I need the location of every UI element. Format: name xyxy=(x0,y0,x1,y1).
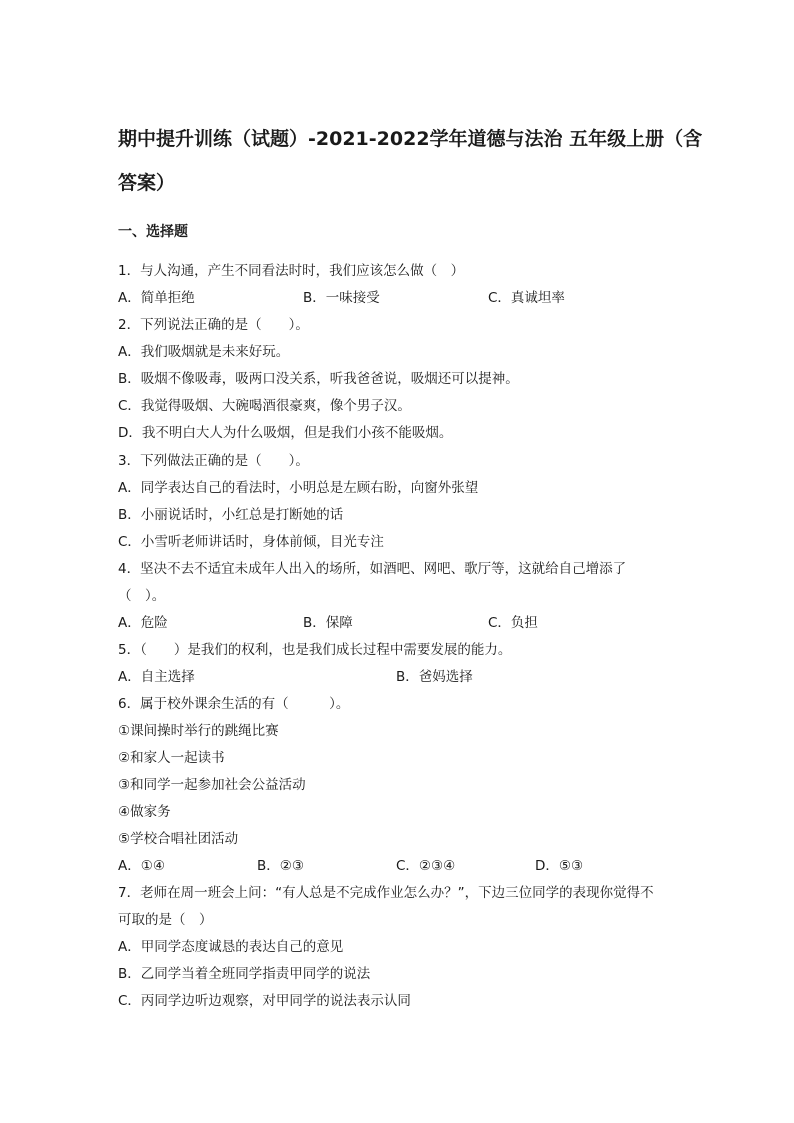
question-6-stem: 6．属于校外课余生活的有（ ）。 xyxy=(118,696,350,712)
document-title-line-1: 期中提升训练（试题）-2021-2022学年道德与法治 五年级上册（含 xyxy=(118,128,703,150)
question-3-option-c: C．小雪听老师讲话时，身体前倾，目光专注 xyxy=(118,534,384,550)
section-heading: 一、选择题 xyxy=(118,224,188,240)
question-2-option-a: A．我们吸烟就是未来好玩。 xyxy=(118,344,290,360)
question-2-option-b: B．吸烟不像吸毒，吸两口没关系，听我爸爸说，吸烟还可以提神。 xyxy=(118,371,519,387)
question-4-option-c: C．负担 xyxy=(488,615,538,631)
question-3-option-b: B．小丽说话时，小红总是打断她的话 xyxy=(118,507,344,523)
question-7-option-a: A．甲同学态度诚恳的表达自己的意见 xyxy=(118,939,344,955)
question-4-stem-line-1: 4．坚决不去不适宜未成年人出入的场所，如酒吧、网吧、歌厅等，这就给自己增添了 xyxy=(118,561,627,577)
question-6-item-5: ⑤学校合唱社团活动 xyxy=(118,831,239,847)
question-1-option-c: C．真诚坦率 xyxy=(488,290,565,306)
question-7-stem-line-2: 可取的是（ ） xyxy=(118,912,213,928)
question-6-item-3: ③和同学一起参加社会公益活动 xyxy=(118,777,306,793)
question-1-option-a: A．简单拒绝 xyxy=(118,290,195,306)
question-6-option-a: A．①④ xyxy=(118,858,165,874)
question-2-stem: 2．下列说法正确的是（ ）。 xyxy=(118,317,309,333)
question-4-stem-line-2: （ ）。 xyxy=(118,588,166,604)
question-6-option-d: D．⑤③ xyxy=(535,858,584,874)
question-4-option-a: A．危险 xyxy=(118,615,168,631)
question-7-option-c: C．丙同学边听边观察，对甲同学的说法表示认同 xyxy=(118,993,411,1009)
question-2-option-c: C．我觉得吸烟、大碗喝酒很豪爽，像个男子汉。 xyxy=(118,398,411,414)
question-3-option-a: A．同学表达自己的看法时，小明总是左顾右盼，向窗外张望 xyxy=(118,480,479,496)
question-6-item-4: ④做家务 xyxy=(118,804,171,820)
question-5-option-a: A．自主选择 xyxy=(118,669,195,685)
question-1-stem: 1．与人沟通，产生不同看法时时，我们应该怎么做（ ） xyxy=(118,263,465,279)
question-7-stem-line-1: 7．老师在周一班会上问：“有人总是不完成作业怎么办？”，下边三位同学的表现你觉得不 xyxy=(118,885,654,901)
question-4-option-b: B．保障 xyxy=(303,615,353,631)
question-3-stem: 3．下列做法正确的是（ ）。 xyxy=(118,453,309,469)
question-6-item-2: ②和家人一起读书 xyxy=(118,750,225,766)
question-6-item-1: ①课间操时举行的跳绳比赛 xyxy=(118,723,279,739)
question-6-option-c: C．②③④ xyxy=(396,858,456,874)
question-1-option-b: B．一味接受 xyxy=(303,290,380,306)
document-title-line-2: 答案） xyxy=(118,172,176,194)
question-6-option-b: B．②③ xyxy=(257,858,304,874)
question-2-option-d: D．我不明白大人为什么吸烟，但是我们小孩不能吸烟。 xyxy=(118,425,453,441)
question-7-option-b: B．乙同学当着全班同学指责甲同学的说法 xyxy=(118,966,371,982)
question-5-option-b: B．爸妈选择 xyxy=(396,669,473,685)
question-5-stem: 5．（ ）是我们的权利，也是我们成长过程中需要发展的能力。 xyxy=(118,642,512,658)
